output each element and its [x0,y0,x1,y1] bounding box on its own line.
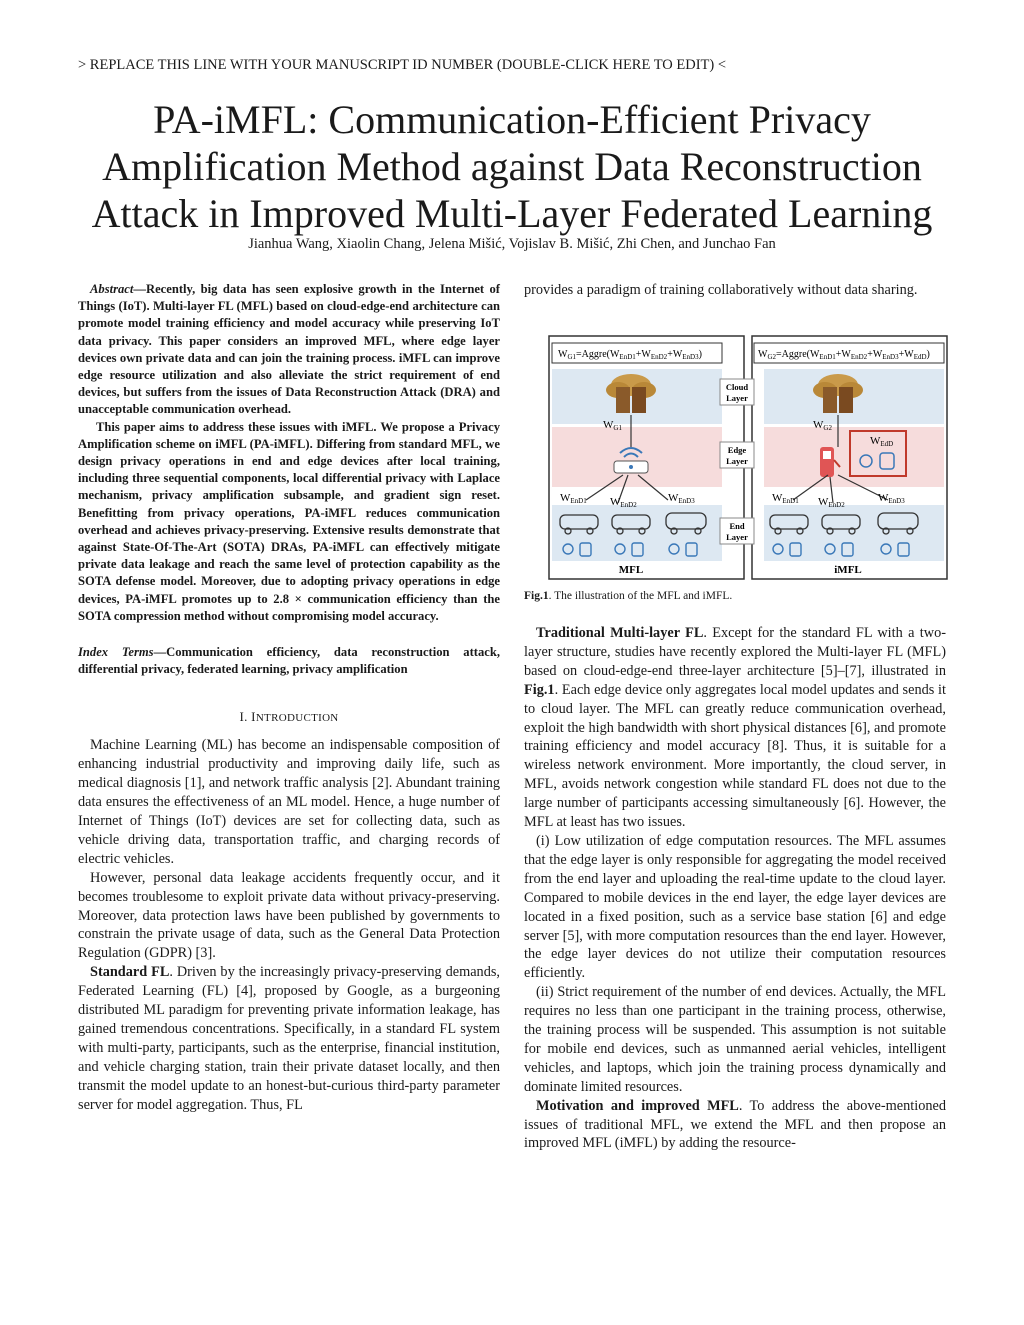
svg-text:Layer: Layer [726,456,748,466]
index-terms [78,644,500,678]
abstract-text: —Recently, big data has seen explosive growth in the Internet of Things (IoT). Multi-layer FL (MFL) based on cloud-edge-end architecture can promote model training efficiency and model accuracy while preserving IoT data privacy. This paper considers an improved MFL, where edge layer devices own private data and can join the training process. iMFL can improve edge resource utilization and also alleviate the strict requirement of end devices, but suffers from the issues of Data Reconstruction Attack (DRA) and unacceptable communication overhead. [78,282,500,417]
imfl-wend3-label: WEnD3 [878,492,905,505]
figure-mfl-imfl [548,335,948,580]
right-column-bottom [524,624,946,1153]
title-line-1: PA-iMFL: Communication-Efficient Privacy [153,97,871,142]
figure-caption: Fig.1. The illustration of the MFL and iMFL. [524,590,733,602]
imfl-wend2-label: WEnD2 [818,496,845,509]
cloud-layer-label: Cloud [725,382,749,392]
svg-text:Layer: Layer [726,532,748,542]
wg2-label: WG2 [813,419,832,432]
imfl-edge-band [764,427,944,487]
section-heading-introduction: I. INTRODUCTION [239,709,339,725]
right-paragraph-3: (ii) Strict requirement of the number of end devices. Actually, the MFL requires no less than one participant in the training process, otherwise, the training process will be suspended. This assumption is not suitable for mobile end devices, such as unmanned aerial vehicles, intelligent vehicles, and laptops, which join the training process dynamically and dominate limited resources. [524,984,946,1095]
mfl-wend2-label: WEnD2 [610,496,637,509]
right-paragraph-1: Traditional Multi-layer FL. Except for the standard FL with a two-layer structure, studies have recently explored the Multi-layer FL (MFL) based on cloud-edge-end three-layer architecture [5]–[7], illustrated in Fig.1. Each edge device only aggregates local model updates and sends it to cloud layer. The MFL can greatly reduce communication overhead, exploit the high bandwidth with short physical distances [6], and promote training efficiency and model accuracy [8]. Thus, it is suitable for a wireless network environment. More importantly, the cloud server, in MFL, avoids network congestion while standard FL does not due to the large number of participants accessing simultaneously [6]. However, the MFL at least has two issues. [524,625,946,831]
wg1-label: WG1 [603,419,622,432]
index-terms-label: Index Terms [78,645,154,660]
imfl-wend1-label: WEnD1 [772,492,799,505]
index-terms-text: —Communication efficiency, data reconstruction attack, differential privacy, federated learning, privacy amplification [78,645,501,677]
edge-layer-label: Edge [727,445,747,455]
author-list: Jianhua Wang, Xiaolin Chang, Jelena Mišić, Vojislav B. Mišić, Zhi Chen, and Junchao Fan [248,236,776,252]
mfl-formula: $W_{G1}=Aggre(W_{EnD1}+W_{EnD2}+W_{EnD3})$ [558,349,702,361]
right-paragraph-2: (i) Low utilization of edge computation resources. The MFL assumes that the edge layer is only responsible for aggregating the model received from the end layer and uploading the real-time update to the cloud layer. Compared to mobile devices in the end layer, the edge layer devices are located in a fixed position, such as a service base station [6] and edge server [5], with more computation resources than the end layer. However, the edge layer devices do not utilize their computation resources efficiently. [524,832,946,982]
manuscript-id-header: > REPLACE THIS LINE WITH YOUR MANUSCRIPT ID NUMBER (DOUBLE-CLICK HERE TO EDIT) < [78,57,727,73]
title-line-3: Attack in Improved Multi-Layer Federated Learning [91,191,933,236]
motivation-heading: Motivation and improved MFL [536,1097,739,1114]
end-layer-label: End [729,521,745,531]
title-line-2: Amplification Method against Data Reconstruction [102,144,922,189]
intro-paragraph-1: Machine Learning (ML) has become an indispensable composition of enhancing industrial productivity and improving daily life, such as medical diagnosis [1], and network traffic analysis [2]. Abundant training data ensures the effectiveness of an ML model. Hence, a huge number of Internet of Things (IoT) devices are set for collecting data, such as vehicle driving data, transportation traffic, and charging records of electric vehicles. [78,737,500,867]
continued-paragraph: provides a paradigm of training collaboratively without data sharing. [524,282,918,298]
standard-fl-heading: Standard FL [90,964,170,981]
imfl-label: iMFL [834,564,862,576]
fig-ref: Fig.1 [524,681,555,698]
intro-paragraph-2: However, personal data leakage accidents frequently occur, and it becomes troublesome to exploit private data without privacy-preserving. Moreover, data protection laws have been published by governments to constrain the private usage of data, such as the General Data Protection Regulation (GDPR) [3]. [78,869,500,962]
mfl-wend1-label: WEnD1 [560,492,587,505]
mfl-label: MFL [618,564,644,576]
right-column-top [524,281,946,300]
mfl-wend3-label: WEnD3 [668,492,695,505]
svg-text:Layer: Layer [726,393,748,403]
left-column [78,281,500,1115]
traditional-mfl-heading: Traditional Multi-layer FL [536,625,704,641]
intro-paragraph-3: Standard FL. Driven by the increasingly privacy-preserving demands, Federated Learning (FL) [4], proposed by Google, as a burgeoning distributed ML paradigm for preventing private information leakage, has gained tremendous concentrations. Specifically, in a standard FL system with multi-party, participants, such as the enterprise, financial institution, and vehicle charging station, train their private dataset locally, and then transmit the model update to an honest-but-curious third-party parameter server for model aggregation. Thus, FL [78,964,500,1113]
abstract-label: Abstract [90,282,134,296]
wed-label: WEdD [870,435,894,448]
imfl-formula: $W_{G2}=Aggre(W_{EnD1}+W_{EnD2}+W_{EnD3}+W_{EdD})$ [758,349,930,361]
right-paragraph-4: Motivation and improved MFL. To address the above-mentioned issues of traditional MFL, we extend the MFL and then propose an improved MFL (iMFL) by adding the resource- [524,1097,946,1152]
paper-title [40,96,984,237]
abstract-paragraph-2: This paper aims to address these issues with iMFL. We propose a Privacy Amplification scheme on iMFL (PA-iMFL). Differing from standard MFL, we design privacy operations in end and edge devices after local training, including three sequential components, local differential privacy with Laplace mechanism, privacy amplification subsample, and gradient sign reset. Benefitting from privacy operations, PA-iMFL reduces communication overhead and achieves privacy-preserving. Extensive results demonstrate that against State-Of-The-Art (SOTA) DRAs, PA-iMFL can effectively mitigate private data leakage and reach the same level of protection capability as the SOTA defense model. Moreover, due to adopting privacy operations in edge devices, PA-iMFL promotes up to 2.8 × communication efficiency than the SOTA compression method without compromising model accuracy. [78,419,500,623]
abstract [78,281,500,419]
